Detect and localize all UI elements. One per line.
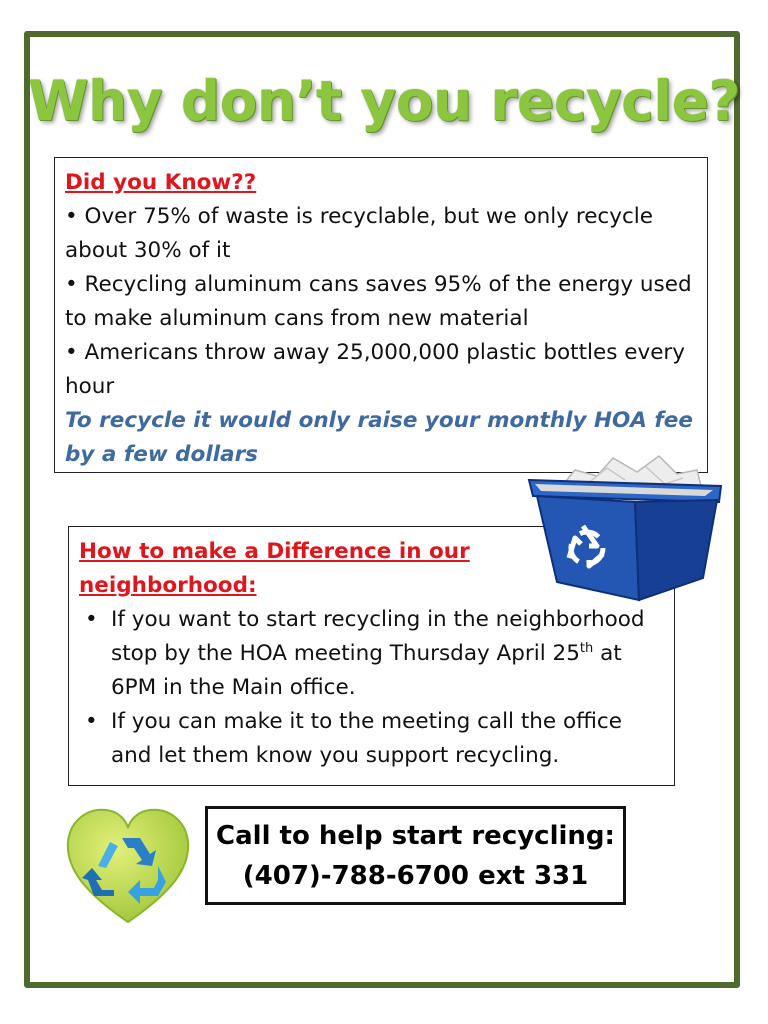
call-box bbox=[205, 806, 626, 905]
difference-list bbox=[79, 603, 664, 773]
difference-heading: How to make a Difference in our neighborhood: bbox=[79, 539, 470, 598]
did-you-know-box bbox=[54, 157, 708, 473]
list-item bbox=[79, 603, 664, 705]
fact-item: • Americans throw away 25,000,000 plastic bottles every hour bbox=[65, 340, 685, 399]
date-suffix: th bbox=[579, 640, 594, 656]
fact-item: • Recycling aluminum cans saves 95% of the energy used to make aluminum cans from new material bbox=[65, 272, 692, 331]
list-item: • If you can make it to the meeting call the office and let them know you support recycling. bbox=[79, 705, 664, 773]
hoa-fee-note: To recycle it would only raise your monthly HOA fee by a few dollars bbox=[65, 408, 693, 467]
meeting-text: If you want to start recycling in the neighborhood stop by the HOA meeting Thursday April 25 bbox=[111, 607, 645, 666]
page-title: Why don’t you recycle? bbox=[28, 69, 740, 133]
phone-number: (407)-788-6700 ext 331 bbox=[242, 861, 589, 891]
recycling-bin-icon bbox=[527, 450, 723, 605]
meeting-text-end: at 6PM in the Main office. bbox=[111, 641, 622, 700]
did-you-know-heading: Did you Know?? bbox=[65, 170, 257, 195]
call-heading: Call to help start recycling: bbox=[216, 821, 615, 851]
recycle-heart-icon bbox=[64, 806, 192, 926]
fact-item: • Over 75% of waste is recyclable, but we only recycle about 30% of it bbox=[65, 204, 653, 263]
